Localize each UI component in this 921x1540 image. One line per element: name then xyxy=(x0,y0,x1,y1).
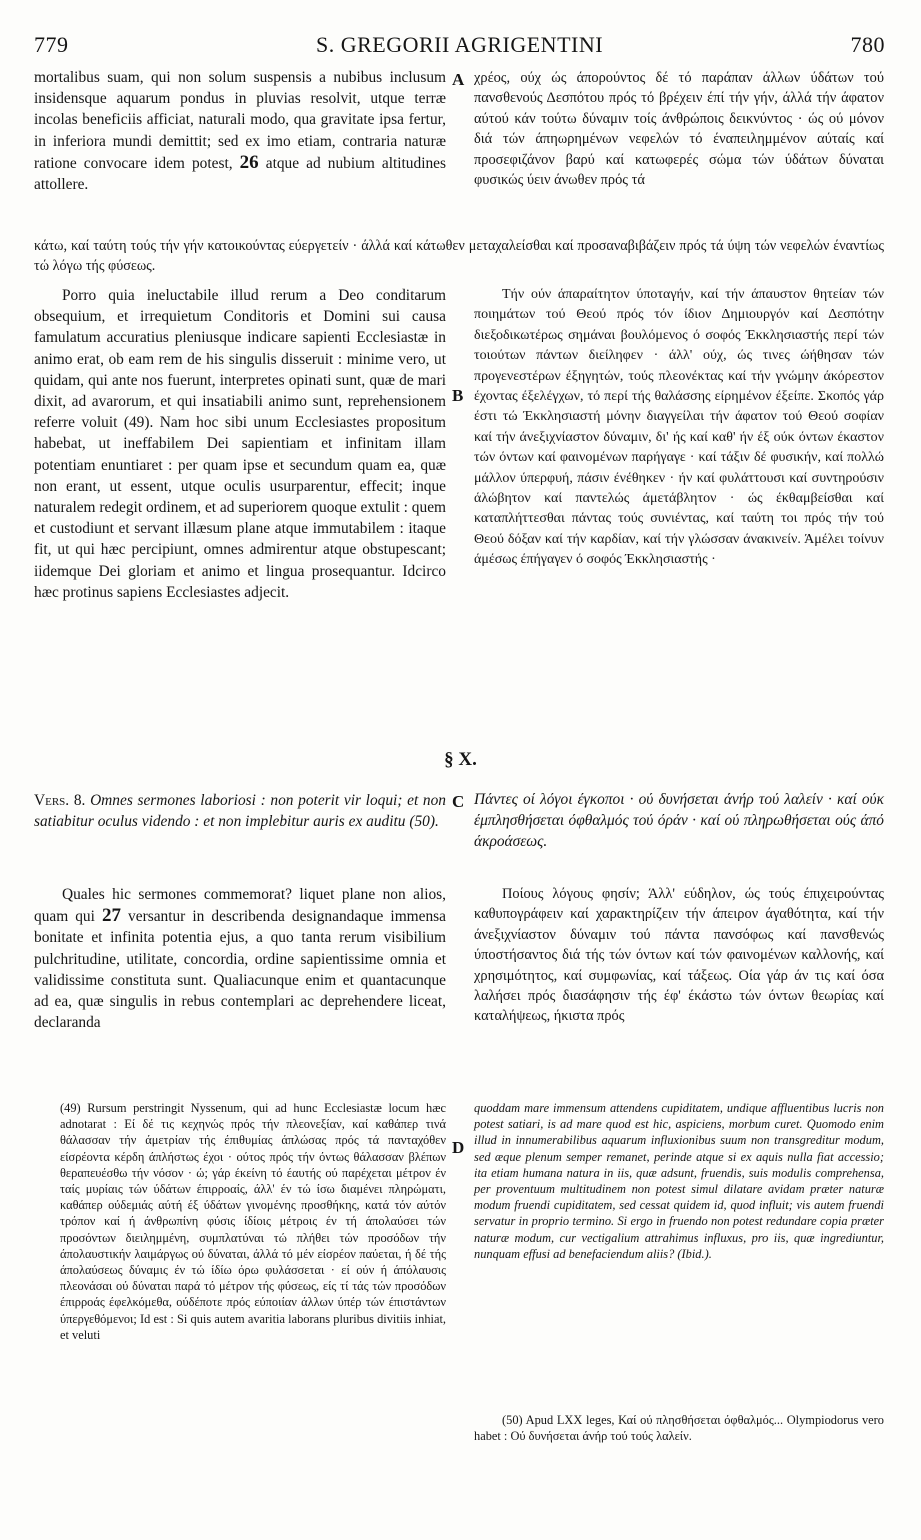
page-number-left: 779 xyxy=(34,32,69,57)
page-header xyxy=(34,32,885,58)
footnote-49-right xyxy=(474,1100,884,1262)
section-heading: § X. xyxy=(444,749,477,770)
footnote-49-text: (49) Rursum perstringit Nyssenum, qui ad hunc Ecclesiastæ locum hæc adnotarat : Εί δέ τις κεχηνώς πρός τήν πλεονεξίαν, καί καθάπερ τινά θάλασσαν τήν άμετρίαν τής έπιθυμίας άπλώσας πρός τά πανταχόθεν είσρέοντα κέρδη άπλήστως έχοι · ούτος πρός τήν όντως θάλασσαν βλέπων θεραπευέσθω τήν νόσον · ώ; γάρ έκείνη τό έαυτής ού παρέχεται μέτρον έν ταίς μυρίαις τών ύδάτων έπιρροαίς, άλλ' έν τώ ίσω διαμένει πληρώματι, καθάπερ ούδεμιάς αύτή έξ ύδάτων γινομένης προσθήκης, κατά τόν αύτόν τρόπον καί ή άνθρωπίνη φύσις ίδίοις μέτροις έν τή άπολαύσει τών προσόντων διειλημμένη, συμπλατύναι τώ πλήθει τών προσόδων τήν άπολαυστικήν λαιμάργως ού δύναται, άλλά τό μέν είσρέον παύεται, ή δέ τής άπολαύσεως δύναμις έν τώ ίδίω όρω φυλάσσεται · εί ούν ή άπόλαυσις πλεονάσαι ού δύναται παρά τό μέτρον τής φύσεως, είς τί τάς τών προσόδων έπιρροάς έφελκόμεθα, ούδέποτε πρός εύποιίαν άλλων ύπέρ τών έπιστάντων ύπεργεθόμενοι; Id est : Si quis autem avaritia laborans pluribus divitiis inhiat, et veluti xyxy=(60,1101,446,1342)
margin-letter-c: C xyxy=(452,792,465,811)
margin-number-27: 27 xyxy=(101,905,121,927)
margin-letter-b: B xyxy=(452,386,464,405)
verse-latin xyxy=(34,790,446,832)
page-number-right: 780 xyxy=(850,32,885,57)
footnote-50-text: (50) Apud LXX leges, Καί ού πλησθήσεται όφθαλμός... Olympiodorus vero habet : Ού δυνήσεται άνήρ τού τούς λαλείν. xyxy=(474,1413,884,1444)
greek-column-third xyxy=(474,884,884,1027)
latin-paragraph-1-end: atque ad nubium altitudines attollere. xyxy=(34,154,446,194)
margin-letter-d: D xyxy=(452,1138,465,1157)
footnote-49-continuation: quoddam mare immensum attendens cupiditatem, undique affluentibus lucris non potest satiari, is ad mare quod est hic, aspiciens, morbum curet. Quomodo enim illud in innumerabilibus aquarum influxionibus suum non transgreditur modum, sed æque plenum semper remanet, perinde atque si ex aquis nulla fiat accessio; ita etiam humana natura in iis, quæ adsunt, fruendis, suis modulis comprehensa, per proventuum multitudinem non potest simul dilatare avidam præter naturæ modum fruendi cupiditatem, sed cessat quidem id, quod influit; vis autem fruendi servatur in proprio termino. Si ergo in fruendo non potest redundare copia præter naturæ modum, cur vectigalium attrahimus influxus, pro iis, quæ ingrediuntur, nunquam effusi ad benefaciendum aliis? (Ibid.). xyxy=(474,1101,884,1261)
margin-letter-a: A xyxy=(452,70,465,89)
greek-column-second xyxy=(474,285,884,571)
latin-paragraph-2: Porro quia ineluctabile illud rerum a Deo conditarum obsequium, et irrequietum Conditoris et Domini sui causa famulatum accuratius pleniusque indicare sapienti Ecclesiastæ in animo erat, ob eam rem de his singulis disseruit : minime vero, ut quidam, qui ante nos fuerunt, interpretes opinati sunt, quæ de mari dixit, ad avarorum, et qui insatiabili animo sunt, reprehensionem referre voluit (49). Nam hoc sibi unum Ecclesiastes propositum habebat, ut ineffabilem Dei sapientiam et infinitam illam potentiam enuntiaret : per quam ipse et secundum quam ea, quæ non erant, ut essent, utque oculis usurparentur, effecit; inque naturalem redegit ordinem, et ad superiorem quoque extulit : quem et custodiunt et servant illæsum plane atque immutabilem : itaque fit, ut qui hæc percipiunt, omnes admirentur atque obstupescant; iidemque Dei gloriam et animo et lingua prosequantur. Idcirco hæc protinus sapiens Ecclesiastes adjecit. xyxy=(34,287,447,601)
greek-paragraph-3: Ποίους λόγους φησίν; Άλλ' εύδηλον, ώς τούς έπιχειρούντας καθυπογράφειν καί χαρακτηρίζειν τήν άπειρον άγαθότητα, καί τήν άνεξιχνίαστον δύναμιν τού πάντα πανσόφως καί πανσθενώς ύποστήσαντος διά τής τών όντων καί τών φαινομένων καλλονής, καί χρησιμότητος, καί συμφωνίας, καί τάξεως. Οία γάρ άν τις καί όσα λαλήσει πρός διασάφησιν τής έφ' έκάστω τών όντων θεωρίας καί καταλήψεως, ήκιστα πρός xyxy=(474,886,884,1025)
verse-label: Vers. 8. xyxy=(34,792,86,809)
greek-fullwidth-line: κάτω, καί ταύτη τούς τήν γήν κατοικούντας εύεργετείν · άλλά καί κάτωθεν μεταχαλείσθαι καί προσαναβιβάζειν πρός τά ύψη τών νεφελών έναντίως τώ λόγω τής φύσεως. xyxy=(34,238,884,274)
footnote-49-left xyxy=(60,1100,446,1343)
latin-paragraph-1: mortalibus suam, qui non solum suspensis a nubibus inclusum insidensque aquarum pondus in pluvias resolvit, utque terræ incolas beneficiis afficiat, naturali modo, qua gravitate ipsa fertur, in inferiora mundi demittit; sed ex imo etiam, contraria naturæ ratione convocare idem potest, xyxy=(34,69,446,172)
greek-paragraph-2: Τήν ούν άπαραίτητον ύποταγήν, καί τήν άπαυστον θητείαν τών ποιημάτων τού Θεού πρός τόν ίδιον Δημιουργόν καί Δεσπότην διεξοδικωτέρως σημάναι βουλόμενος ό σοφός Έκκλησιαστής περί τών τοιούτων πάντων διείληφεν · άλλ' ούχ, ώς τινες ώήθησαν τών προγενεστέρων έξηγητών, τούς πλεονέκτας καί τήν γνώμην άκόρεστον έχοντας έξελέγχων, τό περί τής θαλάσσης είρημένον έξείπε. Σκοπός γάρ έστι τώ Έκκλησιαστή μόνην διαγγείλαι τήν άφατον τού Θεού σοφίαν καί τήν άνεξιχνίαστον δύναμιν, δι' ής καί καθ' ήν έξ ούκ όντων έκαστον τών όντων καί φαινομένων παρήγαγε · καί τάξιν δέ φυσικήν, καί πολλώ μάλλον ύπερφυή, πάσιν ένέθηκεν · ήν καί φυλάττουσι καί συντηρούσιν άλώβητον καί παντελώς άμετάβλητον · ώς έκθαμβείσθαι καί καταπλήττεσθαι πάντας τούς συνιέντας, καί ταύτη τοι πρός τήν τού Θεού δόξαν καί τήν καρδίαν, καί τήν γλώσσαν άνακινείν. Άμέλει τοίνυν άμέσως έπήγαγεν ό σοφός Έκκλησιαστής · xyxy=(474,287,884,568)
verse-latin-text: Omnes sermones laboriosi : non poterit vir loqui; et non satiabitur oculus videndo : et non implebitur auris ex auditu (50). xyxy=(34,792,446,831)
latin-paragraph-3a: Quales hic sermones commemorat? liquet plane non alios, quam qui xyxy=(34,886,446,926)
latin-column-second xyxy=(34,285,446,603)
latin-column-third xyxy=(34,884,446,1033)
running-title: S. GREGORII AGRIGENTINI xyxy=(315,32,604,57)
footnote-50 xyxy=(474,1412,884,1444)
greek-column-top xyxy=(474,68,884,190)
latin-column-top xyxy=(34,67,446,195)
margin-number-26: 26 xyxy=(239,151,259,173)
greek-paragraph-1: χρέος, ούχ ώς άπορούντος δέ τό παράπαν άλλων ύδάτων τού πανσθενούς Δεσπότου πρός τό βρέχειν έπί τήν γήν, άλλά τήν άφατον αύτού κάν τούτω δύναμιν τοίς άνθρώποις δεικνύντος · ώς ού μόνον διά τών άπηωρημένων νεφελών τό έναπειλημμένον αύταίς καί προσεφιζάνον βαρύ καί κατωφερές σώμα τών ύδάτων δύναται φυσικώς ύειν άνωθεν πρός τά xyxy=(474,70,884,189)
latin-paragraph-3b: versantur in describenda designandaque immensa bonitate et infinita potentia ejus, a quo tanta rerum visibilium pulchritudine, utilitate, concordia, ordine sapientissime omnia et validissime constituta sunt. Qualiacunque enim et quantacunque ad ea, quæ singulis in rebus contemplari ac deprehendere liceat, declaranda xyxy=(34,908,446,1032)
verse-greek-text: Πάντες οί λόγοι έγκοποι · ού δυνήσεται άνήρ τού λαλείν · καί ούκ έμπλησθήσεται όφθαλμός τού όράν · καί ού πληρωθήσεται ούς άπό άκροάσεως. xyxy=(474,791,884,851)
verse-greek xyxy=(474,789,884,853)
